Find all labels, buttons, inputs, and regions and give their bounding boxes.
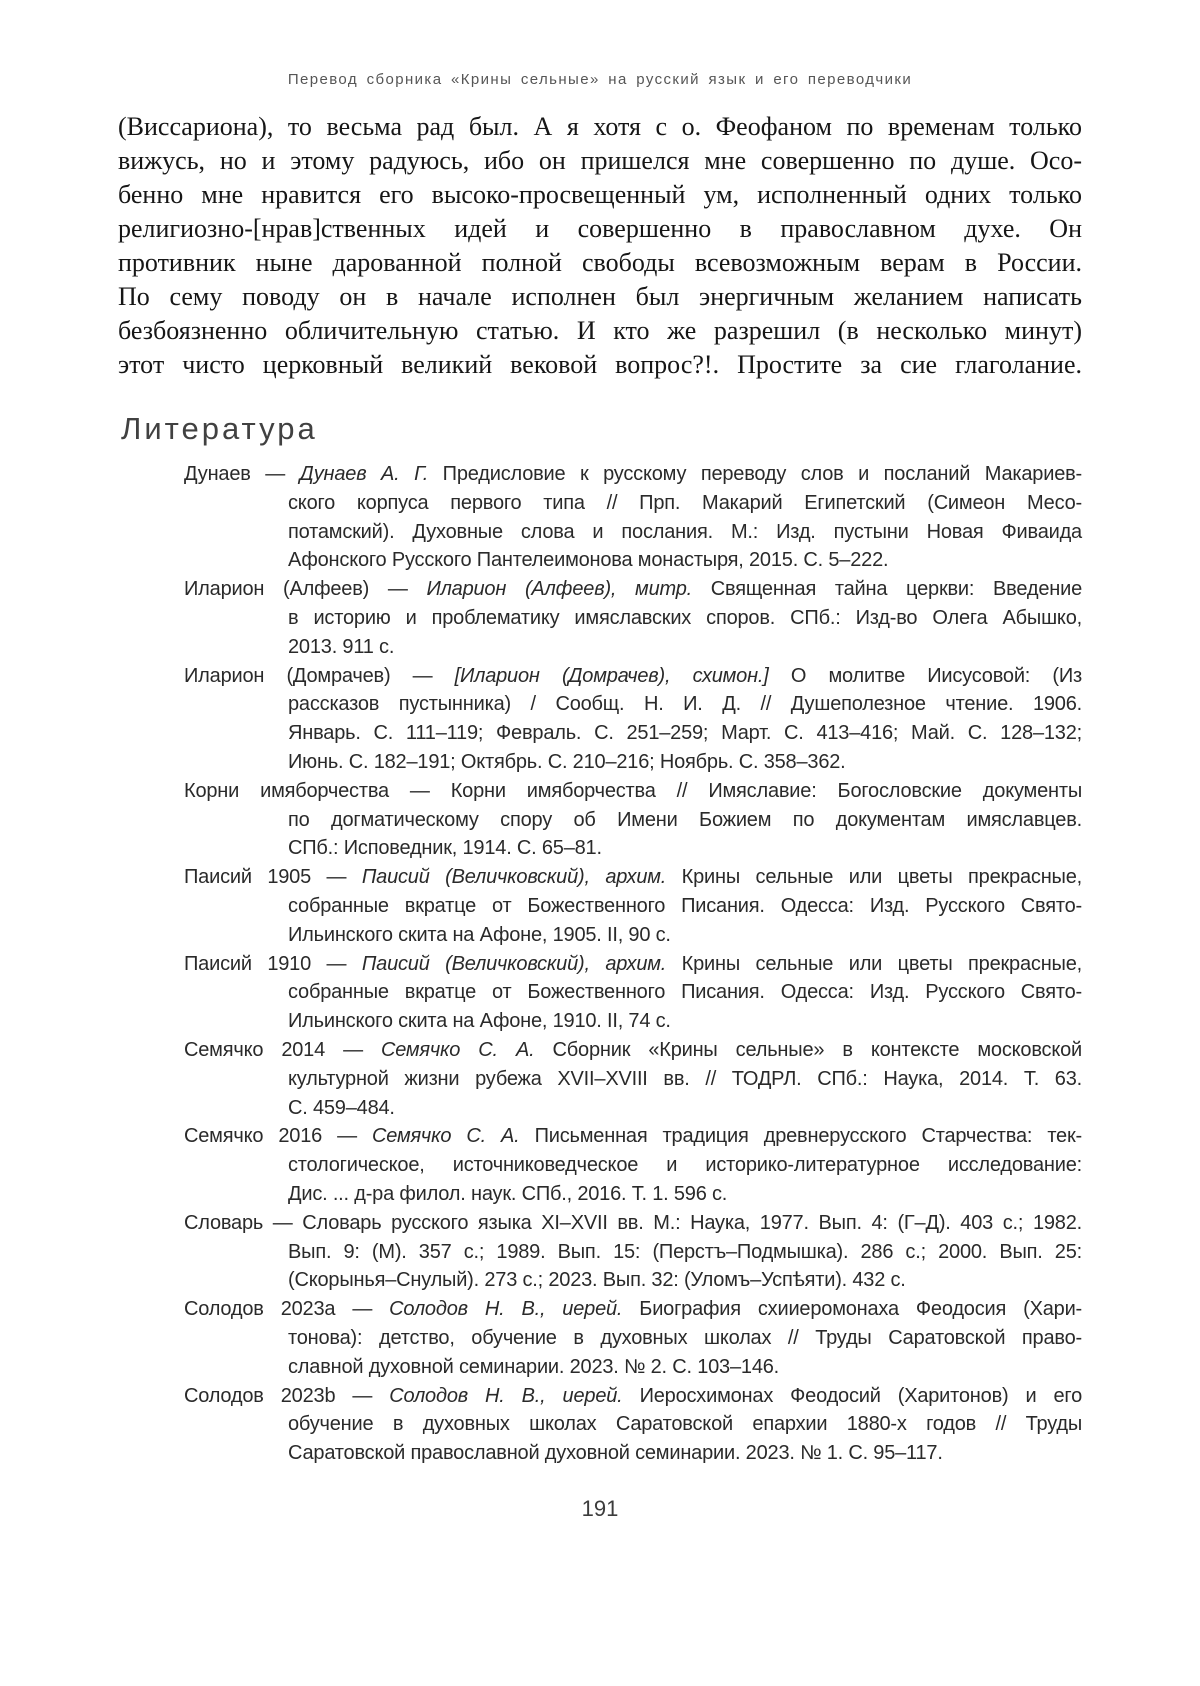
bibliography-entry (118, 863, 1082, 949)
author-name-italic: Иларион (Алфеев), митр. (426, 578, 693, 601)
literature-heading: Литература (121, 411, 318, 446)
bibliography-entry (118, 460, 1082, 575)
bibliography-line (118, 1295, 1082, 1324)
bibliography-line: Дис. ... д-ра филол. наук. СПб., 2016. Т. 1. 596 с. (288, 1182, 728, 1205)
text-segment: Крины сельные или цветы прекрасные, (666, 952, 1082, 975)
bibliography-line: по догматическому спору об Имени Божием по документам имяславцев. (288, 808, 1082, 831)
author-name-italic: Семячко С. А. (380, 1038, 535, 1061)
bibliography-line: потамский). Духовные слова и послания. М.: Изд. пустыни Новая Фиваида (288, 520, 1082, 543)
paragraph-line: противник ныне дарованной полной свободы всевозможным верам в России. (118, 248, 1082, 277)
bibliography-line: (Скорынья–Снулый). 273 с.; 2023. Вып. 32: (Уломъ–Успѣяти). 432 с. (288, 1269, 906, 1292)
text-segment: Иларион (Домрачев) — (184, 664, 455, 687)
author-name-italic: Семячко С. А. (372, 1125, 520, 1148)
bibliography-line (118, 1122, 1082, 1151)
text-segment: Паисий 1910 — (184, 952, 362, 975)
bibliography-entry (118, 1382, 1082, 1468)
bibliography-entry (118, 777, 1082, 863)
text-segment: Солодов 2023a — (184, 1298, 390, 1321)
bibliography-entry (118, 575, 1082, 661)
author-name-italic: Дунаев А. Г. (299, 463, 429, 485)
bibliography-line: Афонского Русского Пантелеимонова монастыря, 2015. С. 5–222. (288, 549, 889, 572)
bibliography-line: обучение в духовных школах Саратовской епархии 1880-х годов // Труды (288, 1413, 1082, 1436)
paragraph-line: этот чисто церковный великий вековой вопрос?!. Простите за сие глаголание. (118, 350, 1082, 379)
bibliography-line: собранные вкратце от Божественного Писания. Одесса: Изд. Русского Свято- (288, 894, 1082, 917)
paragraph-line: бенно мне нравится его высоко-просвещенный ум, исполненный одних только (118, 180, 1082, 209)
text-segment: Письменная традиция древнерусского Старчества: тек- (519, 1125, 1082, 1148)
text-segment: Сборник «Крины сельные» в контексте московской (534, 1038, 1082, 1061)
bibliography-entry (118, 1036, 1082, 1122)
author-name-italic: Паисий (Величковский), архим. (361, 866, 667, 889)
text-segment: Предисловие к русскому переводу слов и посланий Макариев- (428, 463, 1083, 485)
author-name-italic: Солодов Н. В., иерей. (389, 1298, 623, 1321)
text-segment: Биография схииеромонаха Феодосия (Хари- (622, 1298, 1083, 1321)
bibliography-line: С. 459–484. (288, 1096, 395, 1119)
bibliography-entry (118, 1295, 1082, 1381)
text-segment: Иеросхимонах Феодосий (Харитонов) и его (622, 1384, 1083, 1407)
text-segment: Дунаев — (184, 463, 300, 485)
paragraph-line: религиозно-[нрав]ственных идей и совершенно в православном духе. Он (118, 214, 1082, 243)
bibliography-line (118, 662, 1082, 691)
bibliography-line (118, 1036, 1082, 1065)
text-segment: Священная тайна церкви: Введение (692, 578, 1082, 601)
text-segment: Иларион (Алфеев) — (184, 578, 427, 601)
bibliography-entry (118, 1209, 1082, 1295)
running-header: Перевод сборника «Крины сельные» на русский язык и его переводчики (287, 71, 913, 88)
paragraph-line: (Виссариона), то весьма рад был. А я хотя с о. Феофаном по временам только (118, 112, 1082, 141)
bibliography-line: Ильинского скита на Афоне, 1905. II, 90 с. (288, 923, 671, 946)
bibliography-list (118, 460, 1082, 1468)
text-segment: Солодов 2023b — (184, 1384, 390, 1407)
bibliography-line: собранные вкратце от Божественного Писания. Одесса: Изд. Русского Свято- (288, 981, 1082, 1004)
bibliography-line: Январь. С. 111–119; Февраль. С. 251–259; Март. С. 413–416; Май. С. 128–132; (288, 722, 1082, 745)
text-segment: Семячко 2016 — (184, 1125, 372, 1148)
bibliography-line: славной духовной семинарии. 2023. № 2. С. 103–146. (288, 1355, 780, 1378)
bibliography-line: 2013. 911 с. (288, 635, 395, 658)
page-number: 191 (581, 1496, 619, 1521)
paragraph-line: вижусь, но и этому радуюсь, ибо он пришелся мне совершенно по душе. Осо- (118, 146, 1082, 175)
bibliography-line: стологическое, источниковедческое и историко-литературное исследование: (288, 1154, 1082, 1177)
text-segment: Паисий 1905 — (184, 866, 362, 889)
bibliography-line: культурной жизни рубежа XVII–XVIII вв. // ТОДРЛ. СПб.: Наука, 2014. Т. 63. (288, 1067, 1082, 1090)
author-name-italic: Паисий (Величковский), архим. (361, 952, 667, 975)
bibliography-line: СПб.: Исповедник, 1914. С. 65–81. (288, 837, 602, 860)
bibliography-line (118, 460, 1082, 489)
bibliography-line: Корни имяборчества — Корни имяборчества // Имяславие: Богословские документы (184, 779, 1082, 802)
bibliography-line: тонова): детство, обучение в духовных школах // Труды Саратовской право- (288, 1326, 1082, 1349)
paragraph-line: безбоязненно обличительную статью. И кто же разрешил (в несколько минут) (118, 316, 1082, 345)
text-segment: Крины сельные или цветы прекрасные, (666, 866, 1082, 889)
bibliography-line: в историю и проблематику имяславских споров. СПб.: Изд-во Олега Абышко, (288, 606, 1082, 629)
bibliography-line: Вып. 9: (М). 357 с.; 1989. Вып. 15: (Перстъ–Подмышка). 286 с.; 2000. Вып. 25: (288, 1240, 1082, 1263)
bibliography-entry (118, 662, 1082, 777)
body-paragraph (118, 110, 1082, 382)
author-name-italic: Солодов Н. В., иерей. (389, 1384, 623, 1407)
bibliography-line (118, 575, 1082, 604)
bibliography-line: Словарь — Словарь русского языка XI–XVII вв. М.: Наука, 1977. Вып. 4: (Г–Д). 403 с.; 1982. (184, 1211, 1082, 1234)
bibliography-line: Июнь. С. 182–191; Октябрь. С. 210–216; Ноябрь. С. 358–362. (288, 750, 846, 773)
text-segment: О молитве Иисусовой: (Из (768, 664, 1082, 687)
bibliography-line: ского корпуса первого типа // Прп. Макарий Египетский (Симеон Месо- (288, 491, 1082, 514)
bibliography-entry (118, 1122, 1082, 1208)
paragraph-line: По сему поводу он в начале исполнен был энергичным желанием написать (118, 282, 1082, 311)
author-name-italic: [Иларион (Домрачев), схимон.] (454, 664, 769, 687)
bibliography-line (118, 863, 1082, 892)
text-segment: Семячко 2014 — (184, 1038, 381, 1061)
bibliography-line: рассказов пустынника) / Сообщ. Н. И. Д. // Душеполезное чтение. 1906. (288, 693, 1082, 716)
bibliography-line: Ильинского скита на Афоне, 1910. II, 74 с. (288, 1010, 671, 1033)
bibliography-line: Саратовской православной духовной семинарии. 2023. № 1. С. 95–117. (288, 1442, 943, 1465)
bibliography-line (118, 1382, 1082, 1411)
bibliography-line (118, 950, 1082, 979)
bibliography-entry (118, 950, 1082, 1036)
